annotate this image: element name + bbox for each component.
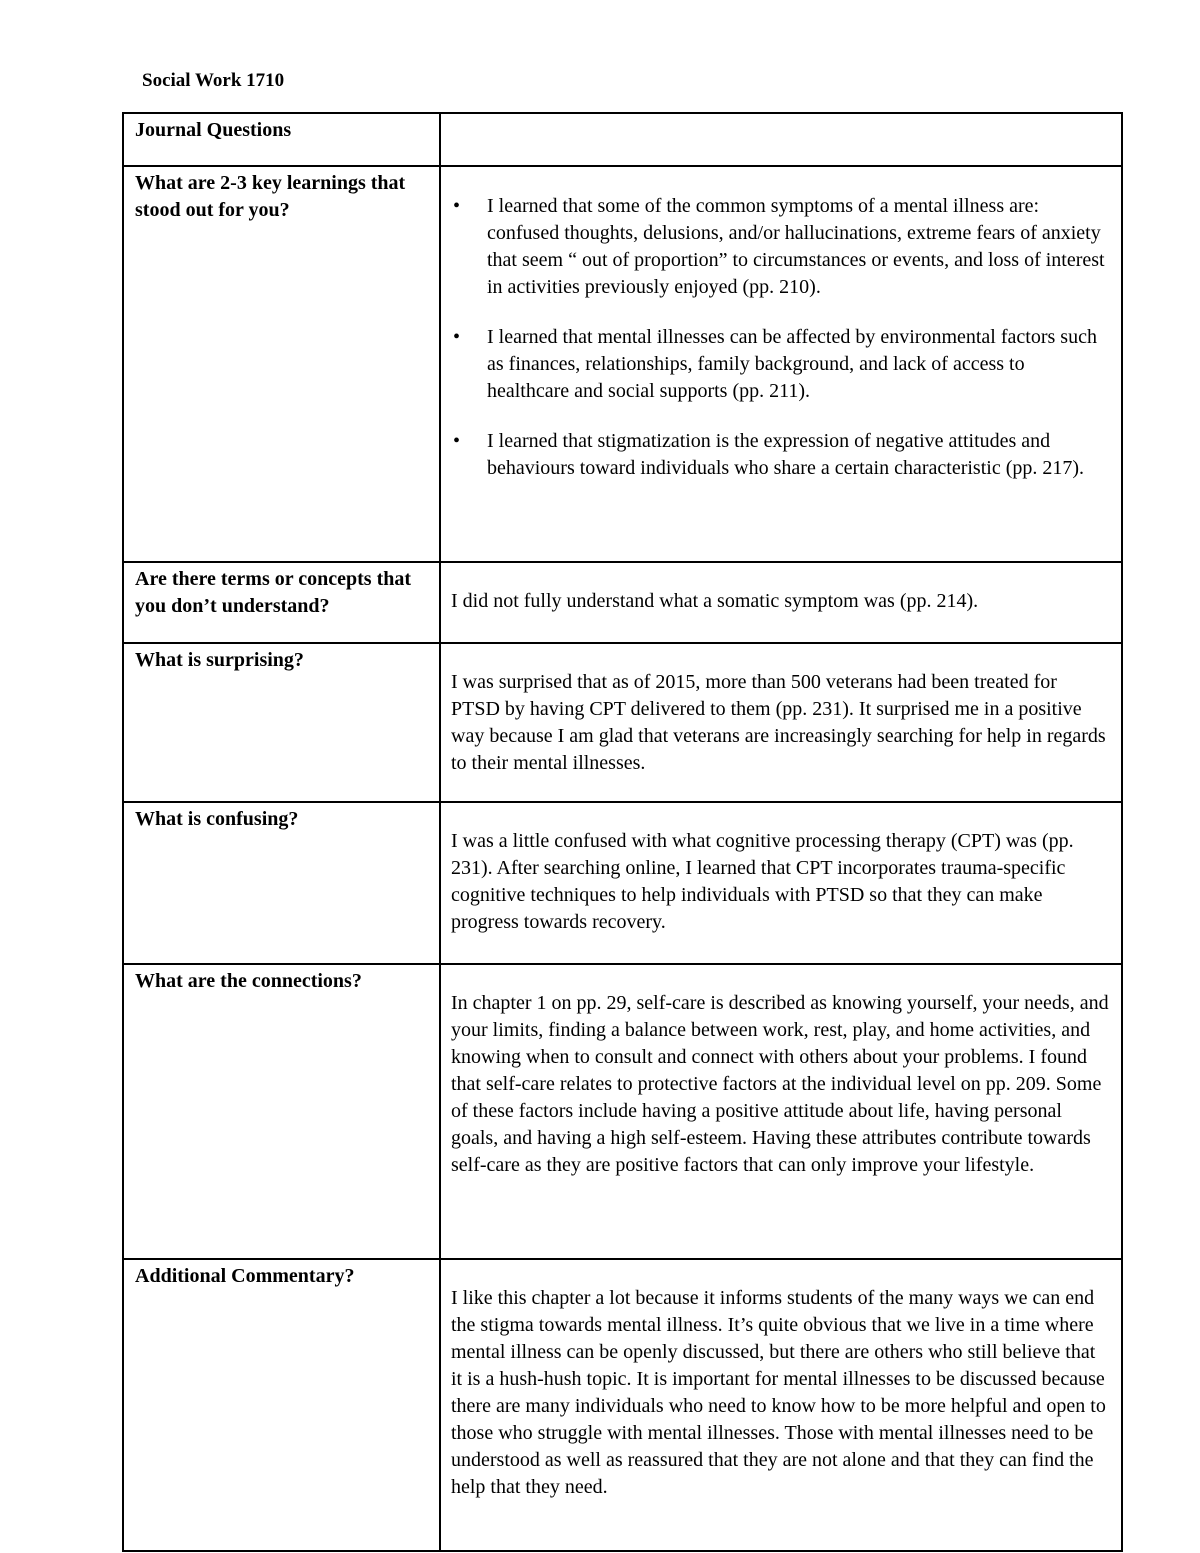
answer-text: I like this chapter a lot because it informs students of the many ways we can end the stigma towards mental illness. It’s quite obvious that we live in a time where mental illness can be openly discussed, but there are others who still believe that it is a hush-hush topic. It is important for mental illnesses to be discussed because there are many individuals who need to know how to be more helpful and open to those who struggle with mental illnesses. Those with mental illnesses need to be understood as well as reassured that they are not alone and that they can find the help that they need.	[451, 1287, 1106, 1498]
answer-text: In chapter 1 on pp. 29, self-care is described as knowing yourself, your needs, and your limits, finding a balance between work, rest, play, and home activities, and knowing when to consult and connect with others about your problems. I found that self-care relates to protective factors at the individual level on pp. 209. Some of these factors include having a positive attitude about life, having personal goals, and having a high self-esteem. Having these attributes contribute towards self-care as they are positive factors that can only improve your lifestyle.	[451, 992, 1109, 1176]
table-row	[123, 562, 1122, 643]
question-cell	[123, 802, 440, 964]
question-label: What is confusing?	[135, 808, 299, 830]
question-label: Are there terms or concepts that you don’t understand?	[135, 568, 412, 617]
answer-header-cell	[440, 113, 1122, 166]
question-cell	[123, 166, 440, 562]
answer-text: I was a little confused with what cognitive processing therapy (CPT) was (pp. 231). After searching online, I learned that CPT incorporates trauma-specific cognitive techniques to help individuals with PTSD so that they can make progress towards recovery.	[451, 830, 1074, 933]
list-item: • I learned that stigmatization is the expression of negative attitudes and behaviours toward individuals who share a certain characteristic (pp. 217).	[451, 428, 1109, 482]
answer-cell	[440, 643, 1122, 802]
answer-cell	[440, 964, 1122, 1259]
table-row	[123, 643, 1122, 802]
question-label: What are 2-3 key learnings that stood out for you?	[135, 172, 406, 221]
table-row	[123, 1259, 1122, 1551]
table-row	[123, 166, 1122, 562]
question-header-cell	[123, 113, 440, 166]
answer-text: I was surprised that as of 2015, more than 500 veterans had been treated for PTSD by having CPT delivered to them (pp. 231). It surprised me in a positive way because I am glad that veterans are increasingly searching for help in regards to their mental illnesses.	[451, 671, 1106, 774]
table-row	[123, 964, 1122, 1259]
page-header: Social Work 1710	[142, 70, 285, 91]
answer-cell	[440, 802, 1122, 964]
question-cell	[123, 964, 440, 1259]
answer-cell	[440, 562, 1122, 643]
answer-text: I did not fully understand what a somatic symptom was (pp. 214).	[451, 590, 979, 612]
list-item: • I learned that some of the common symptoms of a mental illness are: confused thoughts, delusions, and/or hallucinations, extreme fears of anxiety that seem “ out of proportion” to circumstances or events, and loss of interest in activities previously enjoyed (pp. 210).	[451, 193, 1109, 301]
answer-cell	[440, 1259, 1122, 1551]
list-item: • I learned that mental illnesses can be affected by environmental factors such as finances, relationships, family background, and lack of access to healthcare and social supports (pp. 211).	[451, 324, 1109, 405]
question-label: Additional Commentary?	[135, 1265, 355, 1287]
question-cell	[123, 643, 440, 802]
answer-cell	[440, 166, 1122, 562]
question-cell	[123, 562, 440, 643]
question-label: What is surprising?	[135, 649, 304, 671]
key-learnings-list	[451, 193, 1109, 482]
question-label: What are the connections?	[135, 970, 362, 992]
journal-table	[122, 112, 1123, 1552]
table-header-row	[123, 113, 1122, 166]
question-header-label: Journal Questions	[135, 119, 292, 141]
table-row	[123, 802, 1122, 964]
question-cell	[123, 1259, 440, 1551]
